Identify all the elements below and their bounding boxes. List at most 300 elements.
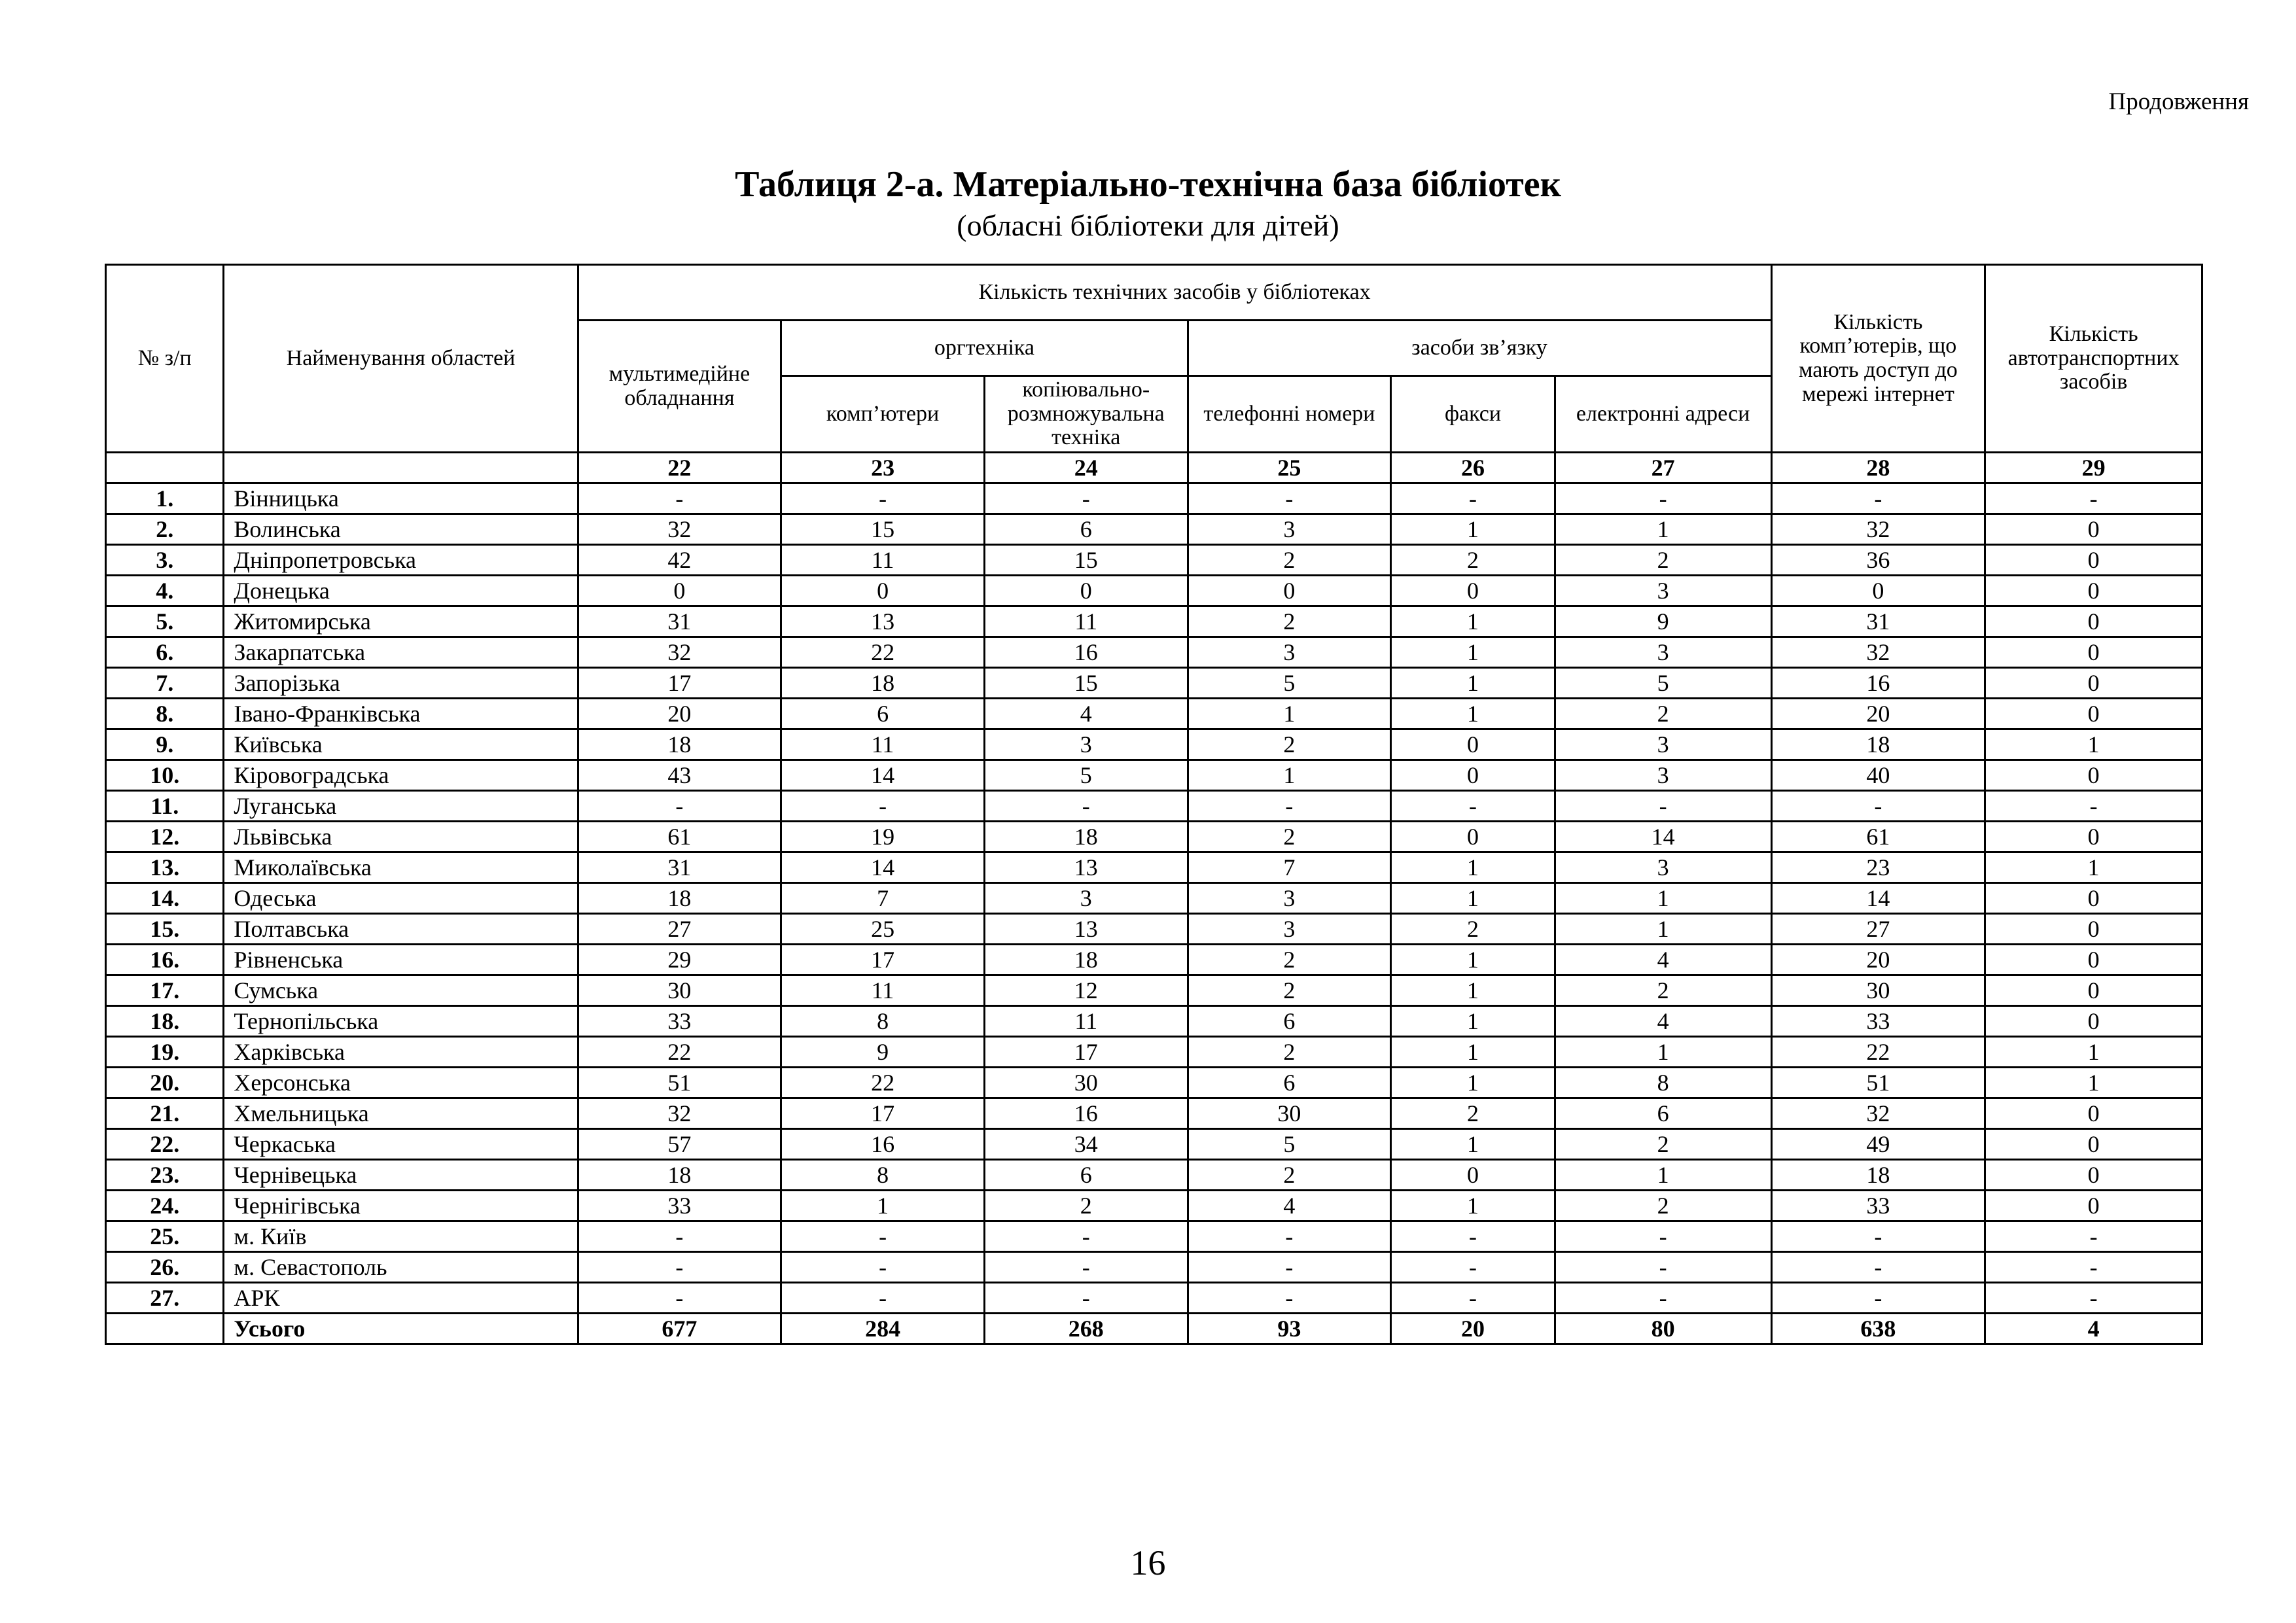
value-cell: - (1771, 791, 1985, 822)
value-cell: 0 (1188, 576, 1391, 606)
value-cell: 2 (1555, 1129, 1771, 1160)
row-number: 26. (106, 1252, 224, 1283)
value-cell: 1 (1391, 1037, 1555, 1068)
table-row (106, 699, 2202, 729)
value-cell: 18 (781, 668, 985, 699)
value-cell: - (781, 483, 985, 514)
region-name: Донецька (224, 576, 578, 606)
value-cell: 0 (1985, 760, 2202, 791)
continuation-label: Продовження (2108, 88, 2249, 115)
value-cell: - (984, 1252, 1188, 1283)
value-cell: 4 (984, 699, 1188, 729)
value-cell: 27 (578, 914, 781, 945)
page-number: 16 (1130, 1543, 1166, 1582)
value-cell: 0 (578, 576, 781, 606)
row-number: 13. (106, 852, 224, 883)
value-cell: - (578, 1283, 781, 1314)
row-number: 24. (106, 1191, 224, 1221)
region-name: Черкаська (224, 1129, 578, 1160)
value-cell: - (1555, 1221, 1771, 1252)
value-cell: 5 (1555, 668, 1771, 699)
value-cell: 2 (1188, 1160, 1391, 1191)
value-cell: - (578, 1252, 781, 1283)
table-row (106, 483, 2202, 514)
column-number-row (106, 453, 2202, 483)
value-cell: 1 (1391, 668, 1555, 699)
value-cell: 2 (1555, 1191, 1771, 1221)
table-body (106, 483, 2202, 1344)
value-cell: 16 (781, 1129, 985, 1160)
table-subtitle: (обласні бібліотеки для дітей) (957, 209, 1339, 242)
value-cell: 11 (781, 975, 985, 1006)
value-cell: 18 (578, 729, 781, 760)
value-cell: 4 (1985, 1314, 2202, 1344)
value-cell: 32 (578, 514, 781, 545)
value-cell: 17 (781, 945, 985, 975)
value-cell: 0 (1985, 637, 2202, 668)
value-cell: 13 (984, 914, 1188, 945)
value-cell: 16 (984, 1098, 1188, 1129)
value-cell: 0 (1985, 1006, 2202, 1037)
header-computers: комп’ютери (781, 376, 985, 453)
value-cell: 2 (1188, 822, 1391, 852)
row-number: 7. (106, 668, 224, 699)
value-cell: 0 (1985, 514, 2202, 545)
value-cell: 0 (1985, 975, 2202, 1006)
value-cell: 80 (1555, 1314, 1771, 1344)
table-row (106, 545, 2202, 576)
value-cell: - (1188, 1283, 1391, 1314)
row-number: 25. (106, 1221, 224, 1252)
value-cell: - (1555, 483, 1771, 514)
row-number: 20. (106, 1068, 224, 1098)
region-name: Миколаївська (224, 852, 578, 883)
value-cell: 9 (781, 1037, 985, 1068)
table-row (106, 1160, 2202, 1191)
value-cell: 0 (1985, 822, 2202, 852)
value-cell: 29 (578, 945, 781, 975)
value-cell: 30 (984, 1068, 1188, 1098)
value-cell: 6 (984, 1160, 1188, 1191)
value-cell: 27 (1771, 914, 1985, 945)
table-row (106, 975, 2202, 1006)
row-number: 15. (106, 914, 224, 945)
row-number: 12. (106, 822, 224, 852)
value-cell: - (1985, 483, 2202, 514)
value-cell: 7 (1188, 852, 1391, 883)
header-num: № з/п (106, 265, 224, 453)
value-cell: 34 (984, 1129, 1188, 1160)
header-tech-group: Кількість технічних засобів у бібліотеках (578, 265, 1771, 321)
value-cell: 14 (781, 852, 985, 883)
region-name: Луганська (224, 791, 578, 822)
value-cell: 33 (1771, 1006, 1985, 1037)
value-cell: 16 (1771, 668, 1985, 699)
value-cell: 20 (1771, 945, 1985, 975)
value-cell: 2 (1188, 729, 1391, 760)
value-cell: 93 (1188, 1314, 1391, 1344)
value-cell: 1 (1555, 1160, 1771, 1191)
value-cell: 51 (1771, 1068, 1985, 1098)
value-cell: 3 (1188, 883, 1391, 914)
value-cell: 3 (1188, 514, 1391, 545)
region-name: Івано-Франківська (224, 699, 578, 729)
value-cell: 0 (1985, 945, 2202, 975)
header-comm-group: засоби зв’язку (1188, 321, 1771, 376)
value-cell: 0 (1985, 883, 2202, 914)
column-number: 27 (1555, 453, 1771, 483)
column-number: 26 (1391, 453, 1555, 483)
value-cell: 2 (984, 1191, 1188, 1221)
row-number: 5. (106, 606, 224, 637)
table-row (106, 729, 2202, 760)
value-cell: 2 (1188, 975, 1391, 1006)
row-number: 21. (106, 1098, 224, 1129)
table-row (106, 1068, 2202, 1098)
region-name: Чернівецька (224, 1160, 578, 1191)
row-number: 6. (106, 637, 224, 668)
value-cell: 0 (1985, 606, 2202, 637)
value-cell: 15 (984, 668, 1188, 699)
value-cell: 3 (1188, 637, 1391, 668)
value-cell: 1 (1391, 1191, 1555, 1221)
value-cell: 20 (1391, 1314, 1555, 1344)
value-cell: - (1771, 1283, 1985, 1314)
table-row (106, 791, 2202, 822)
value-cell: - (1391, 1283, 1555, 1314)
value-cell: 18 (1771, 1160, 1985, 1191)
region-name: Закарпатська (224, 637, 578, 668)
value-cell: 1 (1985, 852, 2202, 883)
header-multimedia: мультимедійне обладнання (578, 321, 781, 453)
value-cell: 3 (984, 729, 1188, 760)
table-row (106, 576, 2202, 606)
value-cell: 6 (1188, 1068, 1391, 1098)
value-cell: 0 (1391, 729, 1555, 760)
value-cell: - (984, 1221, 1188, 1252)
value-cell: 0 (1771, 576, 1985, 606)
value-cell: - (1188, 1252, 1391, 1283)
value-cell: 1 (1985, 1037, 2202, 1068)
value-cell: 33 (1771, 1191, 1985, 1221)
value-cell: - (1985, 1252, 2202, 1283)
value-cell: 1 (1391, 1068, 1555, 1098)
value-cell: 8 (1555, 1068, 1771, 1098)
value-cell: 20 (1771, 699, 1985, 729)
value-cell: 3 (1555, 576, 1771, 606)
value-cell: 2 (1391, 914, 1555, 945)
value-cell: 2 (1391, 1098, 1555, 1129)
value-cell: 32 (1771, 1098, 1985, 1129)
value-cell: 677 (578, 1314, 781, 1344)
value-cell: 16 (984, 637, 1188, 668)
value-cell: 1 (1188, 760, 1391, 791)
value-cell: 268 (984, 1314, 1188, 1344)
value-cell: 1 (1391, 514, 1555, 545)
header-faxes: факси (1391, 376, 1555, 453)
value-cell: - (1555, 791, 1771, 822)
value-cell: 17 (984, 1037, 1188, 1068)
value-cell: 4 (1188, 1191, 1391, 1221)
table-row (106, 883, 2202, 914)
value-cell: 1 (1391, 975, 1555, 1006)
value-cell: 3 (1555, 852, 1771, 883)
value-cell: 1 (1391, 606, 1555, 637)
value-cell: 5 (984, 760, 1188, 791)
row-number: 16. (106, 945, 224, 975)
region-name: Харківська (224, 1037, 578, 1068)
table-row (106, 1191, 2202, 1221)
value-cell: 18 (984, 945, 1188, 975)
column-number: 23 (781, 453, 985, 483)
region-name: Сумська (224, 975, 578, 1006)
row-number: 10. (106, 760, 224, 791)
column-number: 28 (1771, 453, 1985, 483)
value-cell: 7 (781, 883, 985, 914)
value-cell: 32 (1771, 514, 1985, 545)
row-number: 22. (106, 1129, 224, 1160)
value-cell: 638 (1771, 1314, 1985, 1344)
value-cell: 31 (1771, 606, 1985, 637)
value-cell: 30 (578, 975, 781, 1006)
value-cell: 13 (781, 606, 985, 637)
header-vehicles: Кількість автотранспортних засобів (1985, 265, 2202, 453)
value-cell: 1 (1391, 852, 1555, 883)
value-cell: 32 (1771, 637, 1985, 668)
value-cell: - (781, 791, 985, 822)
value-cell: 33 (578, 1006, 781, 1037)
value-cell: 2 (1555, 975, 1771, 1006)
value-cell: 33 (578, 1191, 781, 1221)
column-number-blank (106, 453, 224, 483)
table-row (106, 606, 2202, 637)
region-name: Волинська (224, 514, 578, 545)
row-number (106, 1314, 224, 1344)
value-cell: 20 (578, 699, 781, 729)
value-cell: 51 (578, 1068, 781, 1098)
value-cell: 14 (1555, 822, 1771, 852)
header-phones: телефонні номери (1188, 376, 1391, 453)
value-cell: 1 (1985, 1068, 2202, 1098)
value-cell: 1 (781, 1191, 985, 1221)
column-number: 24 (984, 453, 1188, 483)
value-cell: - (1391, 483, 1555, 514)
table-row (106, 760, 2202, 791)
region-name: Київська (224, 729, 578, 760)
value-cell: - (1391, 1252, 1555, 1283)
value-cell: - (1391, 1221, 1555, 1252)
region-name: Тернопільська (224, 1006, 578, 1037)
region-name: Чернігівська (224, 1191, 578, 1221)
value-cell: 3 (1555, 637, 1771, 668)
value-cell: 1 (1391, 945, 1555, 975)
value-cell: 43 (578, 760, 781, 791)
value-cell: 0 (781, 576, 985, 606)
value-cell: 0 (1985, 545, 2202, 576)
value-cell: 1 (1391, 637, 1555, 668)
value-cell: 32 (578, 637, 781, 668)
region-name: Дніпропетровська (224, 545, 578, 576)
value-cell: 5 (1188, 1129, 1391, 1160)
value-cell: 0 (1985, 1191, 2202, 1221)
value-cell: 22 (578, 1037, 781, 1068)
region-name: Житомирська (224, 606, 578, 637)
value-cell: 11 (984, 606, 1188, 637)
row-number: 8. (106, 699, 224, 729)
region-name: Вінницька (224, 483, 578, 514)
row-number: 27. (106, 1283, 224, 1314)
row-number: 23. (106, 1160, 224, 1191)
value-cell: - (1188, 483, 1391, 514)
value-cell: 12 (984, 975, 1188, 1006)
header-name: Найменування областей (224, 265, 578, 453)
value-cell: 17 (578, 668, 781, 699)
value-cell: 19 (781, 822, 985, 852)
value-cell: 13 (984, 852, 1188, 883)
value-cell: 2 (1188, 606, 1391, 637)
row-number: 17. (106, 975, 224, 1006)
header-office-group: оргтехніка (781, 321, 1188, 376)
value-cell: - (1391, 791, 1555, 822)
value-cell: 8 (781, 1160, 985, 1191)
value-cell: 1 (1555, 1037, 1771, 1068)
region-name: Кіровоградська (224, 760, 578, 791)
value-cell: 3 (1555, 729, 1771, 760)
value-cell: 1 (1188, 699, 1391, 729)
value-cell: 22 (781, 637, 985, 668)
value-cell: - (1985, 791, 2202, 822)
value-cell: 2 (1188, 1037, 1391, 1068)
value-cell: - (1771, 483, 1985, 514)
value-cell: 61 (1771, 822, 1985, 852)
value-cell: 57 (578, 1129, 781, 1160)
table-row (106, 514, 2202, 545)
value-cell: 0 (1391, 576, 1555, 606)
region-name: Хмельницька (224, 1098, 578, 1129)
table-row (106, 1283, 2202, 1314)
value-cell: 30 (1188, 1098, 1391, 1129)
value-cell: - (1188, 791, 1391, 822)
table-row (106, 668, 2202, 699)
value-cell: 6 (781, 699, 985, 729)
value-cell: 3 (984, 883, 1188, 914)
value-cell: - (578, 1221, 781, 1252)
table-row (106, 1006, 2202, 1037)
value-cell: 30 (1771, 975, 1985, 1006)
value-cell: 32 (578, 1098, 781, 1129)
value-cell: 0 (1391, 760, 1555, 791)
row-number: 18. (106, 1006, 224, 1037)
value-cell: - (781, 1283, 985, 1314)
value-cell: - (1188, 1221, 1391, 1252)
row-number: 3. (106, 545, 224, 576)
value-cell: 0 (984, 576, 1188, 606)
region-name: м. Севастополь (224, 1252, 578, 1283)
value-cell: 31 (578, 606, 781, 637)
value-cell: - (578, 483, 781, 514)
value-cell: 31 (578, 852, 781, 883)
value-cell: 2 (1555, 699, 1771, 729)
region-name: Усього (224, 1314, 578, 1344)
value-cell: - (984, 483, 1188, 514)
row-number: 4. (106, 576, 224, 606)
region-name: Рівненська (224, 945, 578, 975)
region-name: АРК (224, 1283, 578, 1314)
value-cell: 1 (1391, 1006, 1555, 1037)
value-cell: 18 (578, 1160, 781, 1191)
value-cell: 3 (1555, 760, 1771, 791)
value-cell: 8 (781, 1006, 985, 1037)
value-cell: - (1771, 1252, 1985, 1283)
value-cell: 25 (781, 914, 985, 945)
value-cell: 0 (1391, 1160, 1555, 1191)
value-cell: 42 (578, 545, 781, 576)
value-cell: 1 (1555, 883, 1771, 914)
value-cell: 2 (1188, 545, 1391, 576)
value-cell: 61 (578, 822, 781, 852)
value-cell: 17 (781, 1098, 985, 1129)
value-cell: - (781, 1221, 985, 1252)
value-cell: 14 (1771, 883, 1985, 914)
value-cell: 0 (1985, 1160, 2202, 1191)
value-cell: - (1555, 1283, 1771, 1314)
row-number: 14. (106, 883, 224, 914)
value-cell: 4 (1555, 1006, 1771, 1037)
region-name: Полтавська (224, 914, 578, 945)
value-cell: - (1985, 1283, 2202, 1314)
header-emails: електронні адреси (1555, 376, 1771, 453)
value-cell: 18 (578, 883, 781, 914)
value-cell: 284 (781, 1314, 985, 1344)
row-number: 2. (106, 514, 224, 545)
value-cell: 0 (1985, 576, 2202, 606)
table-row (106, 822, 2202, 852)
value-cell: - (1555, 1252, 1771, 1283)
value-cell: 5 (1188, 668, 1391, 699)
table-row (106, 945, 2202, 975)
value-cell: 15 (781, 514, 985, 545)
column-number: 22 (578, 453, 781, 483)
value-cell: 15 (984, 545, 1188, 576)
value-cell: 1 (1555, 514, 1771, 545)
value-cell: 2 (1391, 545, 1555, 576)
value-cell: - (984, 1283, 1188, 1314)
value-cell: 14 (781, 760, 985, 791)
region-name: Одеська (224, 883, 578, 914)
row-number: 1. (106, 483, 224, 514)
value-cell: 0 (1985, 668, 2202, 699)
value-cell: - (1771, 1221, 1985, 1252)
column-number: 29 (1985, 453, 2202, 483)
value-cell: 2 (1555, 545, 1771, 576)
row-number: 11. (106, 791, 224, 822)
value-cell: 0 (1985, 1098, 2202, 1129)
row-number: 9. (106, 729, 224, 760)
value-cell: 11 (781, 729, 985, 760)
value-cell: - (578, 791, 781, 822)
value-cell: 1 (1391, 883, 1555, 914)
table-row (106, 1129, 2202, 1160)
value-cell: 3 (1188, 914, 1391, 945)
value-cell: 4 (1555, 945, 1771, 975)
value-cell: 0 (1985, 914, 2202, 945)
value-cell: 0 (1985, 699, 2202, 729)
value-cell: - (1985, 1221, 2202, 1252)
value-cell: 2 (1188, 945, 1391, 975)
table-row (106, 852, 2202, 883)
column-number-blank (224, 453, 578, 483)
value-cell: 0 (1985, 1129, 2202, 1160)
